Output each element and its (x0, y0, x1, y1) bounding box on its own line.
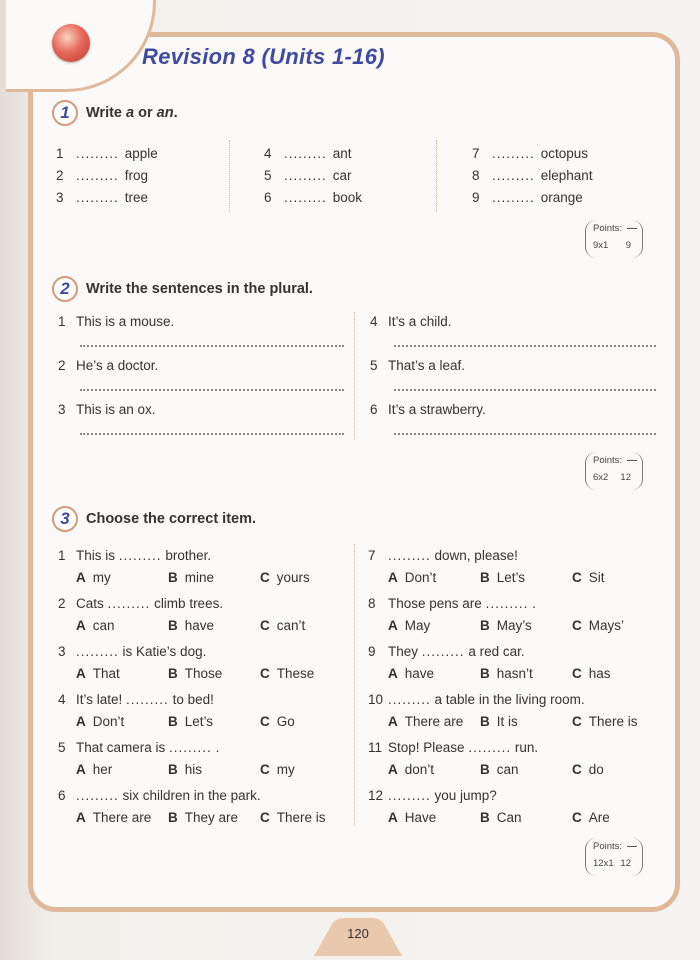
option-letter: B (480, 570, 490, 585)
option-text: have (404, 666, 435, 681)
section-title: Choose the correct item. (86, 511, 257, 527)
option-letter: C (260, 714, 270, 729)
answer-option-b[interactable] (480, 570, 525, 585)
answer-blank[interactable]: ......... (468, 740, 512, 755)
item-word: book (332, 190, 363, 205)
item-number: 4 (370, 314, 378, 329)
answer-blank[interactable]: ......... (169, 740, 212, 755)
option-text: her (92, 762, 113, 777)
option-letter: B (480, 714, 490, 729)
question-text: six children in the park. (122, 788, 261, 803)
item-number: 6 (58, 788, 66, 803)
option-text: don’t (404, 762, 435, 777)
answer-option-c[interactable] (260, 618, 305, 633)
option-letter: A (76, 714, 86, 729)
answer-option-b[interactable] (480, 618, 532, 633)
option-letter: B (168, 666, 178, 681)
option-text: has (588, 666, 611, 681)
answer-option-a[interactable] (76, 666, 120, 681)
answer-option-b[interactable] (168, 666, 222, 681)
answer-blank[interactable]: ......... (76, 146, 119, 161)
item-number: 3 (58, 644, 66, 659)
option-text: There are (404, 714, 464, 729)
question-text: brother. (165, 548, 212, 563)
question-item (368, 692, 585, 707)
points-box: Points: 9x1 9 (585, 220, 643, 260)
option-text: May (404, 618, 431, 633)
answer-blank[interactable]: ......... (284, 190, 327, 205)
option-text: mine (184, 570, 215, 585)
question-text: That camera is (76, 740, 166, 755)
option-letter: C (260, 810, 270, 825)
answer-option-b[interactable] (480, 714, 518, 729)
item-number: 7 (368, 548, 376, 563)
section-number: 1 (52, 100, 78, 126)
option-text: There is (588, 714, 638, 729)
section-title: Write the sentences in the plural. (86, 281, 313, 297)
answer-option-a[interactable] (76, 810, 151, 825)
option-text: my (276, 762, 295, 777)
option-text: Are (588, 810, 610, 825)
option-text: Don’t (404, 570, 437, 585)
question-text: This is (76, 548, 116, 563)
option-letter: A (76, 810, 86, 825)
section-title: Write a or an. (86, 105, 178, 121)
item-number: 2 (58, 358, 66, 373)
option-letter: A (388, 810, 398, 825)
answer-option-a[interactable] (76, 762, 112, 777)
answer-blank[interactable]: ......... (107, 596, 151, 611)
option-letter: B (168, 714, 178, 729)
option-letter: B (480, 666, 490, 681)
list-item (264, 146, 352, 161)
question-item (58, 692, 214, 707)
option-letter: A (76, 666, 86, 681)
answer-blank[interactable]: ......... (284, 146, 327, 161)
item-number: 3 (58, 402, 66, 417)
item-word: frog (124, 168, 149, 183)
list-item (264, 190, 362, 205)
item-number: 5 (58, 740, 66, 755)
question-text: to bed! (172, 692, 214, 707)
option-text: his (184, 762, 203, 777)
question-item (58, 596, 223, 611)
list-item (56, 146, 158, 161)
column-divider (354, 544, 355, 826)
item-number: 5 (264, 168, 272, 183)
section-number: 3 (52, 506, 78, 532)
option-letter: B (480, 810, 490, 825)
answer-blank[interactable]: ......... (118, 548, 162, 563)
item-number: 1 (58, 548, 66, 563)
option-letter: A (76, 618, 86, 633)
answer-blank[interactable]: ......... (76, 190, 119, 205)
question-text: . (215, 740, 220, 755)
option-letter: A (388, 618, 398, 633)
option-letter: A (388, 570, 398, 585)
answer-option-a[interactable] (388, 762, 434, 777)
answer-blank[interactable]: ......... (388, 548, 431, 563)
option-letter: C (572, 618, 582, 633)
answer-option-a[interactable] (388, 570, 436, 585)
item-number: 1 (56, 146, 64, 161)
question-text: They (388, 644, 419, 659)
item-number: 6 (264, 190, 272, 205)
points-box: Points: 12x1 12 (585, 838, 643, 878)
option-letter: C (572, 666, 582, 681)
item-number: 7 (472, 146, 480, 161)
item-number: 8 (368, 596, 376, 611)
question-text: a red car. (468, 644, 525, 659)
item-word: octopus (540, 146, 589, 161)
answer-option-b[interactable] (168, 762, 202, 777)
question-item (368, 596, 536, 611)
item-number: 2 (56, 168, 64, 183)
answer-option-b[interactable] (480, 810, 522, 825)
answer-blank[interactable]: ......... (492, 146, 535, 161)
question-item (58, 644, 206, 659)
question-item (368, 788, 497, 803)
answer-option-b[interactable] (168, 570, 214, 585)
question-item (58, 740, 219, 755)
answer-option-b[interactable] (168, 810, 238, 825)
option-text: can (92, 618, 115, 633)
sentence-text: That’s a leaf. (388, 358, 466, 373)
answer-option-c[interactable] (260, 666, 314, 681)
page-number-tab (314, 916, 402, 956)
option-text: Go (276, 714, 295, 729)
option-text: can’t (276, 618, 306, 633)
answer-option-b[interactable] (168, 714, 213, 729)
page-number: 120 (347, 926, 369, 941)
question-item (368, 740, 538, 755)
answer-blank[interactable]: ......... (284, 168, 327, 183)
sentence-text: This is a mouse. (76, 314, 175, 329)
option-letter: B (480, 762, 490, 777)
option-text: May’s (496, 618, 532, 633)
option-text: my (92, 570, 111, 585)
option-text: It is (496, 714, 518, 729)
option-text: Have (404, 810, 437, 825)
section-3-header (52, 506, 256, 532)
question-text: It’s late! (76, 692, 123, 707)
option-letter: A (76, 762, 86, 777)
answer-option-b[interactable] (480, 666, 533, 681)
list-item (56, 168, 148, 183)
item-word: elephant (540, 168, 593, 183)
answer-blank[interactable]: ......... (485, 596, 529, 611)
answer-line[interactable] (394, 389, 656, 391)
question-item (58, 548, 211, 563)
question-item (58, 788, 261, 803)
answer-option-c[interactable] (572, 714, 638, 729)
item-number: 9 (368, 644, 376, 659)
list-item (472, 146, 588, 161)
list-item (56, 190, 148, 205)
option-letter: A (388, 762, 398, 777)
option-letter: B (168, 810, 178, 825)
option-letter: C (572, 714, 582, 729)
item-number: 4 (58, 692, 66, 707)
answer-option-c[interactable] (260, 762, 295, 777)
list-item (264, 168, 352, 183)
answer-option-c[interactable] (260, 714, 295, 729)
question-text: run. (514, 740, 539, 755)
sentence-text: It’s a child. (388, 314, 452, 329)
option-text: do (588, 762, 604, 777)
sentence-text: He’s a doctor. (76, 358, 159, 373)
option-text: Sit (588, 570, 605, 585)
item-word: tree (124, 190, 149, 205)
option-letter: C (572, 810, 582, 825)
option-letter: C (572, 762, 582, 777)
answer-option-a[interactable] (76, 570, 111, 585)
item-number: 10 (368, 692, 384, 707)
sentence-item (370, 402, 486, 417)
answer-blank[interactable]: ......... (421, 644, 465, 659)
column-divider (354, 312, 355, 440)
answer-option-c[interactable] (260, 570, 310, 585)
sentence-item (58, 358, 158, 373)
answer-option-a[interactable] (388, 810, 436, 825)
item-number: 12 (368, 788, 384, 803)
page-title: Revision 8 (Units 1-16) (142, 44, 385, 69)
item-number: 6 (370, 402, 378, 417)
item-number: 8 (472, 168, 480, 183)
answer-option-c[interactable] (572, 666, 611, 681)
item-number: 3 (56, 190, 64, 205)
answer-option-a[interactable] (388, 666, 434, 681)
section-2-header (52, 276, 313, 302)
sentence-item (370, 314, 452, 329)
section-number: 2 (52, 276, 78, 302)
question-text: Those pens are (388, 596, 482, 611)
answer-blank[interactable]: ......... (388, 788, 431, 803)
item-number: 1 (58, 314, 66, 329)
list-item (472, 168, 593, 183)
sentence-text: This is an ox. (76, 402, 156, 417)
option-text: Mays’ (588, 618, 625, 633)
answer-option-a[interactable] (388, 618, 430, 633)
answer-option-c[interactable] (572, 762, 604, 777)
option-text: can (496, 762, 519, 777)
question-text: Cats (76, 596, 104, 611)
answer-line[interactable] (394, 433, 656, 435)
item-word: apple (124, 146, 158, 161)
question-item (368, 548, 518, 563)
item-number: 11 (368, 740, 383, 755)
option-text: Let’s (184, 714, 214, 729)
answer-line[interactable] (394, 345, 656, 347)
answer-blank[interactable]: ......... (492, 168, 535, 183)
answer-option-c[interactable] (572, 810, 610, 825)
answer-option-a[interactable] (76, 714, 124, 729)
item-word: orange (540, 190, 583, 205)
sentence-text: It’s a strawberry. (388, 402, 486, 417)
option-letter: C (260, 666, 270, 681)
option-text: There are (92, 810, 152, 825)
answer-blank[interactable]: ......... (126, 692, 169, 707)
section-1-header (52, 100, 178, 126)
item-number: 4 (264, 146, 272, 161)
answer-line[interactable] (80, 345, 344, 347)
question-text: a table in the living room. (434, 692, 585, 707)
answer-option-b[interactable] (168, 618, 214, 633)
option-text: These (276, 666, 315, 681)
question-text: Stop! Please (388, 740, 465, 755)
question-text: down, please! (434, 548, 518, 563)
option-letter: A (76, 570, 86, 585)
option-text: Can (496, 810, 522, 825)
column-divider (436, 140, 437, 212)
answer-option-b[interactable] (480, 762, 519, 777)
option-text: Those (184, 666, 223, 681)
question-text: you jump? (434, 788, 497, 803)
answer-blank[interactable]: ......... (76, 644, 119, 659)
option-letter: B (168, 570, 178, 585)
answer-blank[interactable]: ......... (388, 692, 431, 707)
item-number: 9 (472, 190, 480, 205)
answer-line[interactable] (80, 433, 344, 435)
sentence-item (58, 402, 156, 417)
item-word: car (332, 168, 352, 183)
sentence-item (58, 314, 174, 329)
list-item (472, 190, 583, 205)
answer-blank[interactable]: ......... (76, 788, 119, 803)
question-text: . (532, 596, 536, 611)
answer-option-c[interactable] (260, 810, 326, 825)
points-box: Points: 6x2 12 (585, 452, 643, 492)
answer-option-a[interactable] (76, 618, 115, 633)
option-text: yours (276, 570, 310, 585)
option-text: There is (276, 810, 326, 825)
option-text: hasn’t (496, 666, 533, 681)
option-letter: A (388, 714, 398, 729)
question-item (368, 644, 525, 659)
item-word: ant (332, 146, 352, 161)
answer-option-c[interactable] (572, 570, 605, 585)
option-letter: A (388, 666, 398, 681)
option-text: That (92, 666, 120, 681)
option-letter: B (168, 618, 178, 633)
answer-blank[interactable]: ......... (492, 190, 535, 205)
sentence-item (370, 358, 465, 373)
option-letter: B (480, 618, 490, 633)
item-number: 5 (370, 358, 378, 373)
option-letter: C (260, 570, 270, 585)
option-letter: C (260, 762, 270, 777)
answer-option-c[interactable] (572, 618, 624, 633)
column-divider (229, 140, 230, 212)
option-letter: B (168, 762, 178, 777)
option-text: Don’t (92, 714, 125, 729)
question-text: climb trees. (154, 596, 224, 611)
option-letter: C (260, 618, 270, 633)
option-text: They are (184, 810, 239, 825)
red-ball-icon (52, 24, 90, 62)
question-text: is Katie’s dog. (122, 644, 207, 659)
option-text: Let’s (496, 570, 526, 585)
option-text: have (184, 618, 215, 633)
answer-blank[interactable]: ......... (76, 168, 119, 183)
answer-option-a[interactable] (388, 714, 463, 729)
option-letter: C (572, 570, 582, 585)
item-number: 2 (58, 596, 66, 611)
answer-line[interactable] (80, 389, 344, 391)
